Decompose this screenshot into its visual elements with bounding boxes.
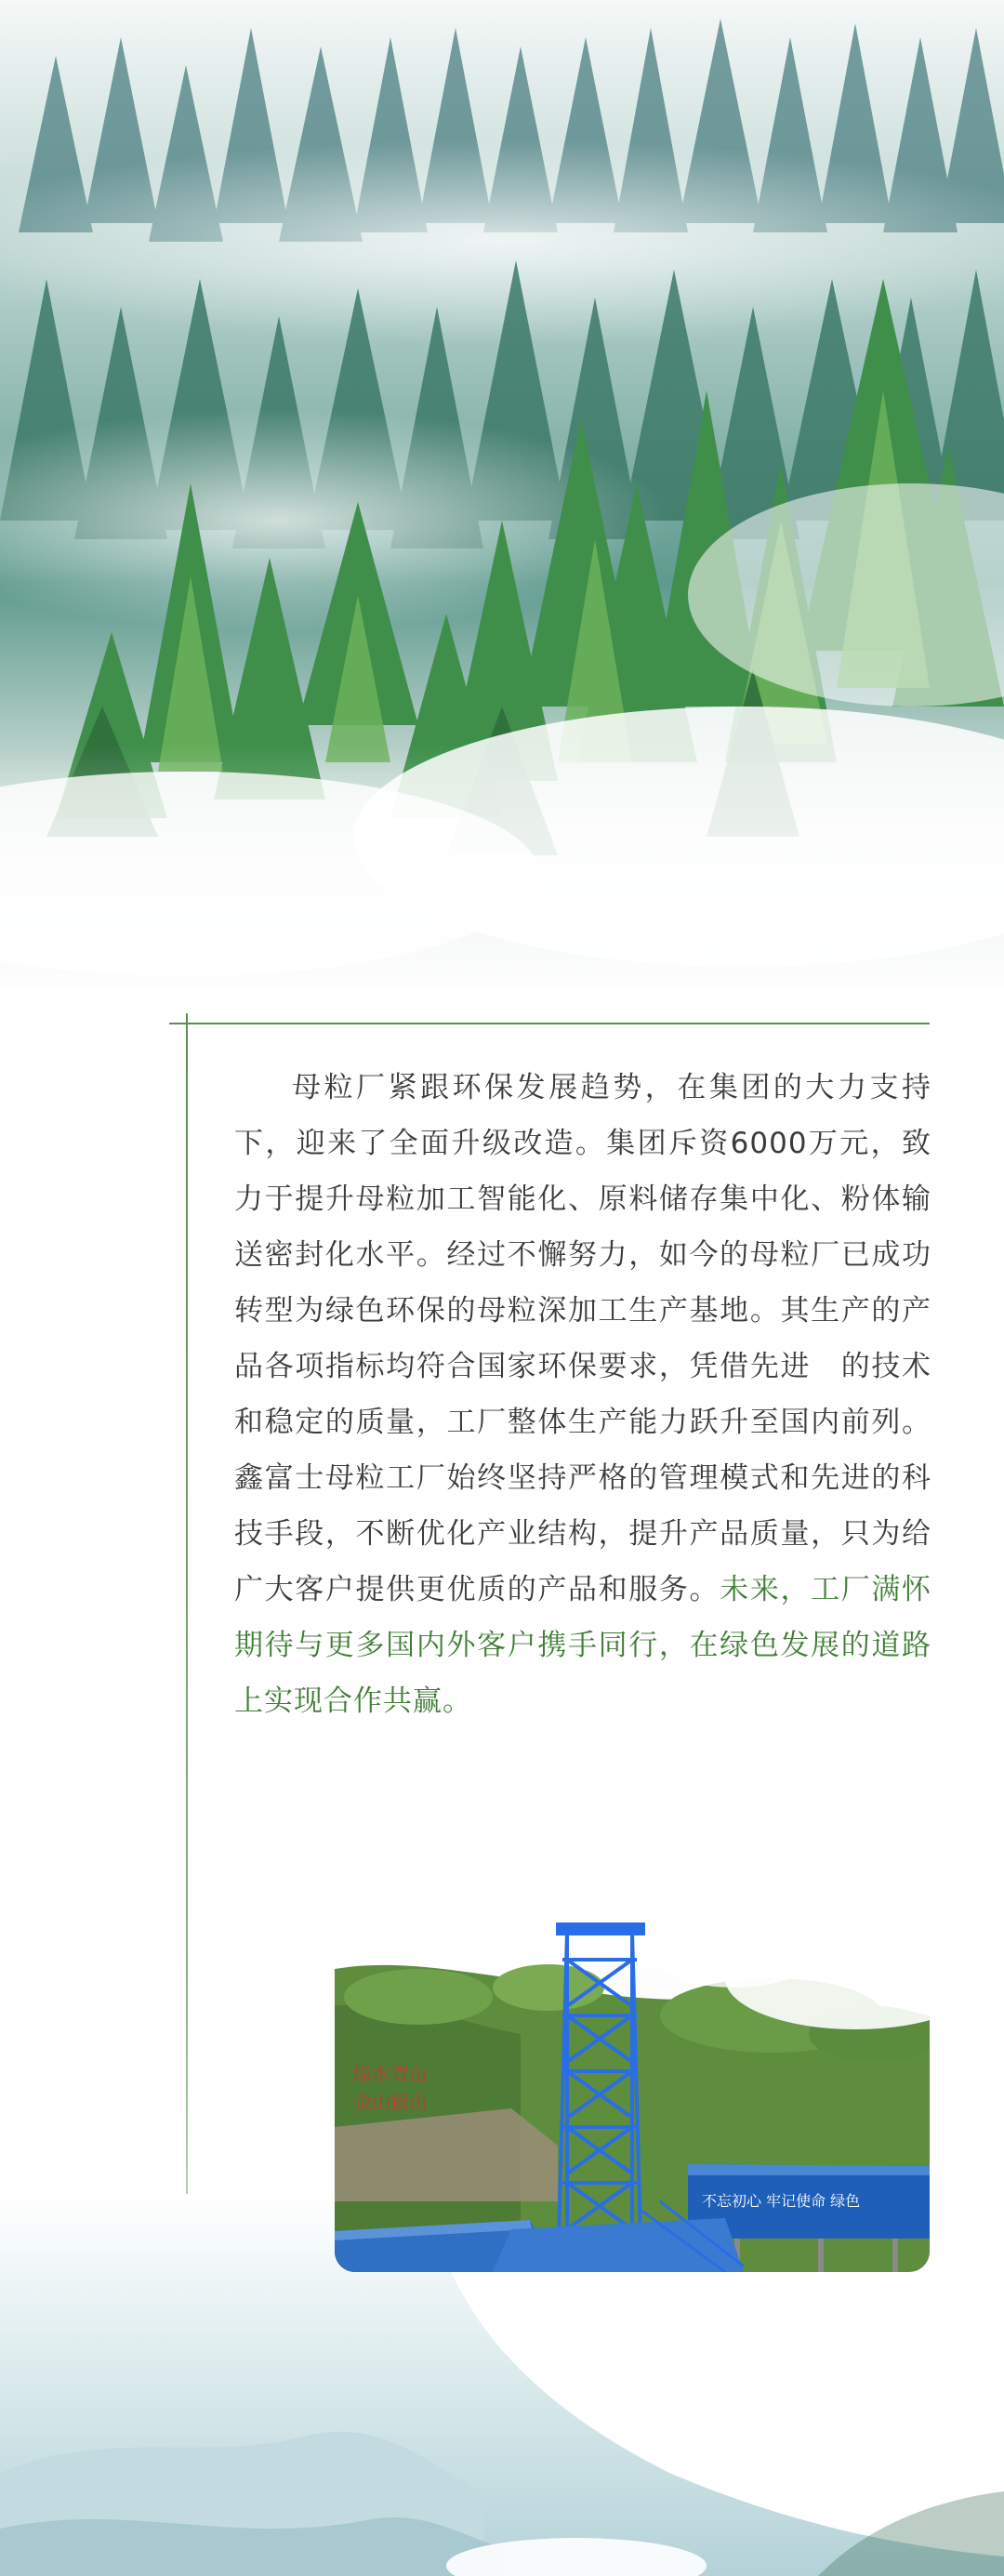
hero-forest-image xyxy=(0,0,1004,1060)
top-divider-line xyxy=(169,1023,930,1024)
sign-left-line1: 绿水青山 xyxy=(353,2063,428,2085)
factory-photo xyxy=(335,1922,930,2272)
misty-forest-illustration xyxy=(0,0,1004,1060)
factory-mine-shaft-photo xyxy=(335,1922,930,2272)
article-paragraph xyxy=(234,1060,931,1729)
sign-left-line2: 金山银山 xyxy=(353,2091,428,2113)
article-text-main: 母粒厂紧跟环保发展趋势，在集团的大力支持下，迎来了全面升级改造。集团斥资6000万元，致力于提升母粒加工智能化、原料储存集中化、粉体输送密封化水平。经过不懈努力，如今的母粒厂已成功转型为绿色环保的母粒深加工生产基地。其生产的产品各项指标均符合国家环保要求，凭借先进 的技术和稳定的质量，工厂整体生产能力跃升至国内前列。鑫富士母粒工厂始终坚持严格的管理模式和先进的科技手段，不断优化产业结构，提升产品质量，只为给广大客户提供更优质的产品和服务。 xyxy=(234,1071,931,1606)
banner-text: 不忘初心 牢记使命 绿色 xyxy=(702,2192,861,2210)
article-text-accent: 未来，工厂满怀期待与更多国内外客户携手同行，在绿色发展的道路上实现合作共赢。 xyxy=(234,1573,932,1718)
